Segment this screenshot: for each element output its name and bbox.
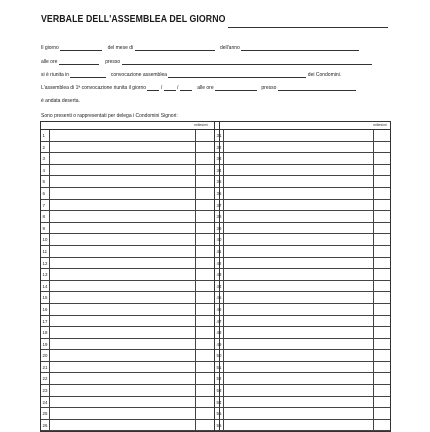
table-row[interactable] bbox=[215, 211, 390, 223]
millesimi-cell[interactable] bbox=[373, 234, 374, 245]
row-number: 46 bbox=[215, 304, 224, 315]
row-number: 52 bbox=[215, 373, 224, 384]
millesimi-cell[interactable] bbox=[195, 304, 196, 315]
form-line-time bbox=[41, 59, 372, 65]
millesimi-cell[interactable] bbox=[373, 211, 374, 222]
row-number: 53 bbox=[215, 385, 224, 396]
row-number: 38 bbox=[215, 211, 224, 222]
form-line-prima-convocazione bbox=[41, 85, 356, 91]
row-number: 2 bbox=[41, 142, 50, 153]
label-convocazione: convocazione assemblea bbox=[110, 72, 168, 78]
label-presso: presso bbox=[105, 59, 121, 65]
row-number: 34 bbox=[215, 165, 224, 176]
table-row[interactable] bbox=[215, 339, 390, 351]
table-row[interactable] bbox=[215, 176, 390, 188]
millesimi-cell[interactable] bbox=[195, 350, 196, 361]
millesimi-header: millesimi bbox=[373, 123, 387, 127]
row-number: 54 bbox=[215, 397, 224, 408]
millesimi-cell[interactable] bbox=[373, 200, 374, 211]
millesimi-cell[interactable] bbox=[373, 176, 374, 187]
millesimi-cell[interactable] bbox=[195, 188, 196, 199]
row-number: 32 bbox=[215, 142, 224, 153]
slash-1: / bbox=[160, 85, 163, 91]
row-number: 36 bbox=[215, 188, 224, 199]
millesimi-cell[interactable] bbox=[195, 397, 196, 408]
form-line-date bbox=[41, 45, 359, 51]
label-anno: dell'anno bbox=[219, 45, 240, 51]
table-row[interactable] bbox=[41, 327, 219, 339]
millesimi-cell[interactable] bbox=[373, 373, 374, 384]
table-row[interactable] bbox=[41, 373, 219, 385]
row-number: 50 bbox=[215, 350, 224, 361]
table-rows-right bbox=[215, 130, 390, 431]
table-row[interactable] bbox=[215, 142, 390, 154]
title-date-field[interactable] bbox=[228, 27, 388, 28]
millesimi-cell[interactable] bbox=[195, 234, 196, 245]
millesimi-cell[interactable] bbox=[373, 130, 374, 141]
millesimi-cell[interactable] bbox=[373, 292, 374, 303]
field-mese[interactable] bbox=[135, 45, 215, 51]
millesimi-cell[interactable] bbox=[195, 362, 196, 373]
millesimi-cell[interactable] bbox=[373, 246, 374, 257]
label-condomini: dei Condomini. bbox=[307, 72, 342, 78]
row-number: 17 bbox=[41, 316, 50, 327]
slash-2: / bbox=[177, 85, 179, 91]
row-number: 8 bbox=[41, 211, 50, 222]
table-row[interactable] bbox=[215, 373, 390, 385]
row-number: 41 bbox=[215, 246, 224, 257]
row-number: 14 bbox=[41, 281, 50, 292]
table-row[interactable] bbox=[41, 246, 219, 258]
table-row[interactable] bbox=[215, 327, 390, 339]
row-number: 7 bbox=[41, 200, 50, 211]
row-number: 9 bbox=[41, 223, 50, 234]
millesimi-cell[interactable] bbox=[195, 246, 196, 257]
label-presso-prima: presso bbox=[261, 85, 277, 91]
millesimi-cell[interactable] bbox=[373, 420, 374, 431]
row-number: 51 bbox=[215, 362, 224, 373]
table-row[interactable] bbox=[41, 153, 219, 165]
row-number: 11 bbox=[41, 246, 50, 257]
row-number: 43 bbox=[215, 269, 224, 280]
table-row[interactable] bbox=[41, 269, 219, 281]
millesimi-cell[interactable] bbox=[195, 339, 196, 350]
table-row[interactable] bbox=[215, 153, 390, 165]
row-number: 15 bbox=[41, 292, 50, 303]
table-row[interactable] bbox=[41, 408, 219, 420]
row-number: 26 bbox=[41, 420, 50, 431]
field-mese-prima[interactable] bbox=[164, 85, 179, 91]
millesimi-header: millesimi bbox=[194, 123, 208, 127]
row-number: 40 bbox=[215, 234, 224, 245]
table-row[interactable] bbox=[215, 350, 390, 362]
table-row[interactable] bbox=[215, 223, 390, 235]
row-number: 37 bbox=[215, 200, 224, 211]
millesimi-cell[interactable] bbox=[373, 153, 374, 164]
millesimi-cell[interactable] bbox=[373, 397, 374, 408]
row-number: 44 bbox=[215, 281, 224, 292]
row-number: 22 bbox=[41, 373, 50, 384]
row-number: 42 bbox=[215, 258, 224, 269]
document-title: VERBALE DELL'ASSEMBLEA DEL GIORNO bbox=[41, 14, 226, 25]
field-presso[interactable] bbox=[122, 59, 372, 65]
field-anno-prima[interactable] bbox=[180, 85, 192, 91]
table-row[interactable] bbox=[41, 397, 219, 409]
millesimi-cell[interactable] bbox=[195, 130, 196, 141]
table-row[interactable] bbox=[41, 142, 219, 154]
millesimi-cell[interactable] bbox=[373, 350, 374, 361]
table-row[interactable] bbox=[215, 234, 390, 246]
table-header bbox=[41, 122, 219, 130]
millesimi-cell[interactable] bbox=[195, 142, 196, 153]
attendees-table-left bbox=[40, 121, 220, 432]
field-giorno-prima[interactable] bbox=[147, 85, 159, 91]
field-ore[interactable] bbox=[59, 59, 99, 65]
row-number: 5 bbox=[41, 176, 50, 187]
table-row[interactable] bbox=[41, 362, 219, 374]
table-row[interactable] bbox=[41, 234, 219, 246]
row-number: 31 bbox=[215, 130, 224, 141]
row-number: 19 bbox=[41, 339, 50, 350]
table-row[interactable] bbox=[215, 258, 390, 270]
millesimi-cell[interactable] bbox=[195, 327, 196, 338]
table-row[interactable] bbox=[215, 316, 390, 328]
row-number: 39 bbox=[215, 223, 224, 234]
row-number: 23 bbox=[41, 385, 50, 396]
field-anno[interactable] bbox=[241, 45, 359, 51]
row-number: 10 bbox=[41, 234, 50, 245]
row-number: 3 bbox=[41, 153, 50, 164]
millesimi-cell[interactable] bbox=[195, 408, 196, 419]
millesimi-cell[interactable] bbox=[373, 316, 374, 327]
table-row[interactable] bbox=[215, 200, 390, 212]
row-number: 56 bbox=[215, 420, 224, 431]
row-number: 55 bbox=[215, 408, 224, 419]
millesimi-cell[interactable] bbox=[195, 153, 196, 164]
row-number: 24 bbox=[41, 397, 50, 408]
table-row[interactable] bbox=[41, 165, 219, 177]
row-number: 6 bbox=[41, 188, 50, 199]
table-row[interactable] bbox=[215, 362, 390, 374]
row-number: 13 bbox=[41, 269, 50, 280]
millesimi-cell[interactable] bbox=[373, 304, 374, 315]
table-row[interactable] bbox=[41, 385, 219, 397]
row-number: 18 bbox=[41, 327, 50, 338]
table-row[interactable] bbox=[215, 130, 390, 142]
table-row[interactable] bbox=[41, 292, 219, 304]
millesimi-cell[interactable] bbox=[195, 176, 196, 187]
millesimi-cell[interactable] bbox=[195, 385, 196, 396]
table-row[interactable] bbox=[215, 397, 390, 409]
table-row[interactable] bbox=[41, 350, 219, 362]
millesimi-cell[interactable] bbox=[195, 281, 196, 292]
millesimi-cell[interactable] bbox=[195, 292, 196, 303]
table-row[interactable] bbox=[41, 223, 219, 235]
form-line-convocazione bbox=[41, 72, 341, 78]
field-convocazione[interactable] bbox=[70, 72, 106, 78]
table-row[interactable] bbox=[215, 188, 390, 200]
field-giorno[interactable] bbox=[60, 45, 102, 51]
millesimi-cell[interactable] bbox=[373, 408, 374, 419]
row-number: 16 bbox=[41, 304, 50, 315]
label-ore: alle ore bbox=[41, 59, 58, 65]
table-row[interactable] bbox=[41, 258, 219, 270]
table-row[interactable] bbox=[41, 188, 219, 200]
millesimi-cell[interactable] bbox=[373, 165, 374, 176]
millesimi-cell[interactable] bbox=[373, 327, 374, 338]
table-row[interactable] bbox=[41, 281, 219, 293]
table-row[interactable] bbox=[215, 165, 390, 177]
table-row[interactable] bbox=[215, 292, 390, 304]
millesimi-cell[interactable] bbox=[195, 200, 196, 211]
millesimi-cell[interactable] bbox=[373, 362, 374, 373]
millesimi-cell[interactable] bbox=[195, 211, 196, 222]
table-row[interactable] bbox=[41, 339, 219, 351]
row-number: 47 bbox=[215, 316, 224, 327]
field-assemblea[interactable] bbox=[168, 72, 306, 78]
millesimi-cell[interactable] bbox=[373, 188, 374, 199]
row-number: 1 bbox=[41, 130, 50, 141]
table-row[interactable] bbox=[215, 269, 390, 281]
row-number: 21 bbox=[41, 362, 50, 373]
row-number: 33 bbox=[215, 153, 224, 164]
table-row[interactable] bbox=[215, 408, 390, 420]
row-number: 45 bbox=[215, 292, 224, 303]
field-ore-prima[interactable] bbox=[215, 85, 257, 91]
millesimi-cell[interactable] bbox=[195, 316, 196, 327]
attendees-table-right bbox=[214, 121, 391, 432]
table-row[interactable] bbox=[41, 211, 219, 223]
row-number: 20 bbox=[41, 350, 50, 361]
label-riunita: si è riunita in bbox=[41, 72, 70, 78]
millesimi-cell[interactable] bbox=[373, 258, 374, 269]
table-header bbox=[215, 122, 390, 130]
row-number: 4 bbox=[41, 165, 50, 176]
row-number: 48 bbox=[215, 327, 224, 338]
label-giorno: Il giorno bbox=[41, 45, 59, 51]
millesimi-cell[interactable] bbox=[195, 269, 196, 280]
row-number: 35 bbox=[215, 176, 224, 187]
millesimi-cell[interactable] bbox=[195, 223, 196, 234]
table-row[interactable] bbox=[41, 176, 219, 188]
label-presenti: Sono presenti o rappresentati per delega i Condomini Signori: bbox=[41, 113, 178, 119]
table-row[interactable] bbox=[215, 281, 390, 293]
table-rows-left bbox=[41, 130, 219, 431]
millesimi-cell[interactable] bbox=[195, 420, 196, 431]
table-row[interactable] bbox=[215, 246, 390, 258]
row-number: 49 bbox=[215, 339, 224, 350]
table-row[interactable] bbox=[41, 130, 219, 142]
millesimi-cell[interactable] bbox=[373, 281, 374, 292]
millesimi-cell[interactable] bbox=[373, 269, 374, 280]
millesimi-cell[interactable] bbox=[373, 385, 374, 396]
table-row[interactable] bbox=[41, 304, 219, 316]
row-number: 12 bbox=[41, 258, 50, 269]
row-number: 25 bbox=[41, 408, 50, 419]
millesimi-cell[interactable] bbox=[373, 223, 374, 234]
table-row[interactable] bbox=[41, 200, 219, 212]
label-prima-convocazione: L'assemblea di 1ª convocazione riunita il giorno bbox=[41, 85, 147, 91]
table-row[interactable] bbox=[41, 316, 219, 328]
millesimi-cell[interactable] bbox=[373, 339, 374, 350]
table-row[interactable] bbox=[215, 304, 390, 316]
table-row[interactable] bbox=[215, 385, 390, 397]
label-mese: del mese di bbox=[107, 45, 134, 51]
label-deserta: è andata deserta. bbox=[41, 98, 80, 104]
millesimi-cell[interactable] bbox=[195, 165, 196, 176]
millesimi-cell[interactable] bbox=[373, 142, 374, 153]
millesimi-cell[interactable] bbox=[195, 258, 196, 269]
millesimi-cell[interactable] bbox=[195, 373, 196, 384]
label-ore-prima: alle ore bbox=[197, 85, 214, 91]
field-presso-prima[interactable] bbox=[278, 85, 356, 91]
